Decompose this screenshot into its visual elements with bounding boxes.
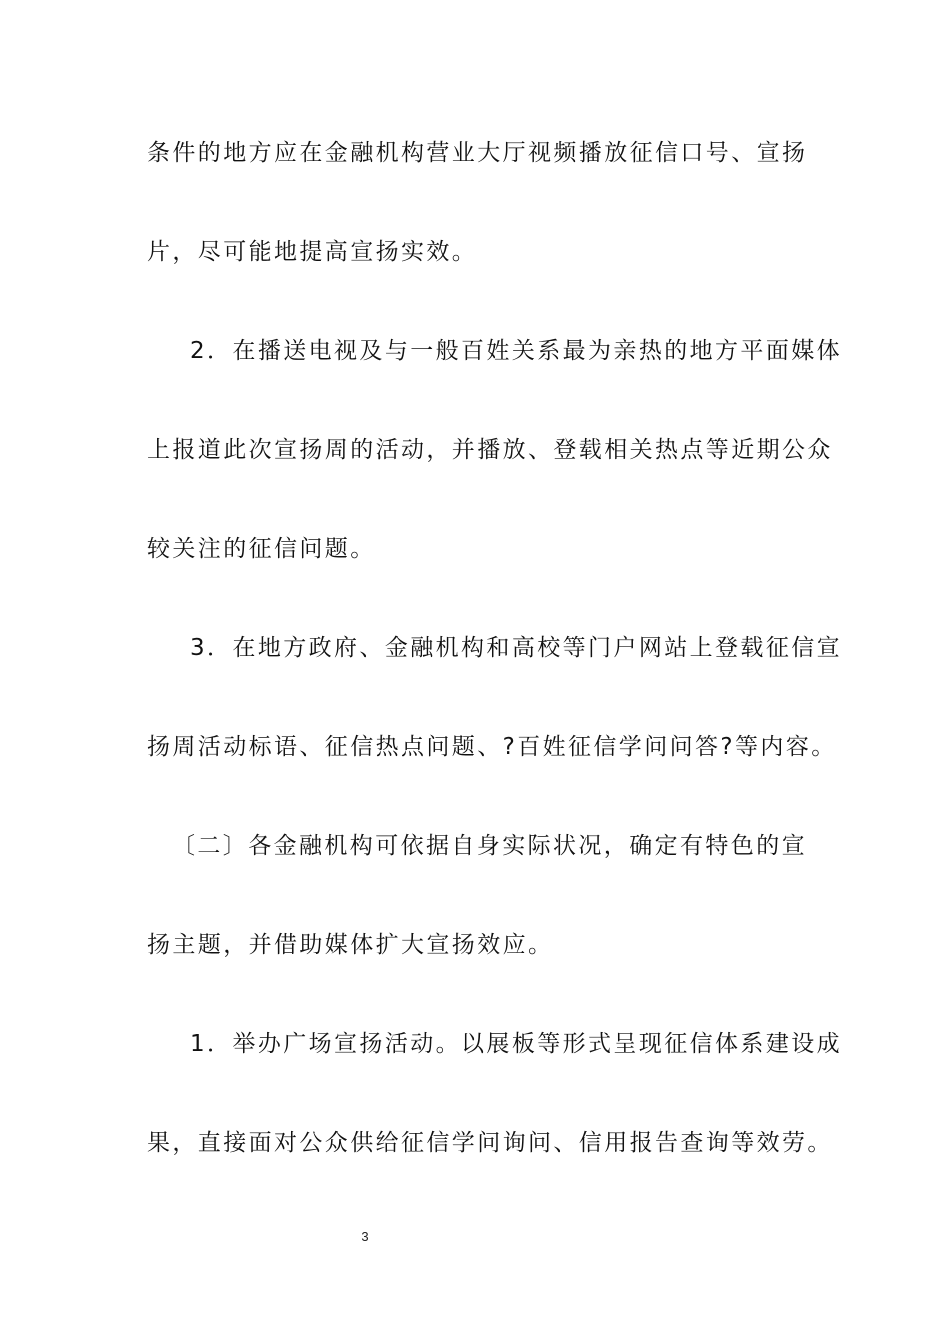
text-line: 2．在播送电视及与一般百姓关系最为亲热的地方平面媒体	[190, 338, 843, 364]
text-line: 1．举办广场宣扬活动。以展板等形式呈现征信体系建设成	[190, 1031, 843, 1057]
text-line: 上报道此次宣扬周的活动，并播放、登载相关热点等近期公众	[147, 437, 833, 463]
text-line: 片，尽可能地提高宣扬实效。	[147, 239, 478, 265]
text-line: 〔二〕各金融机构可依据自身实际状况，确定有特色的宣	[172, 833, 807, 859]
text-line: 扬主题，并借助媒体扩大宣扬效应。	[147, 932, 554, 958]
text-line: 较关注的征信问题。	[147, 536, 376, 562]
text-line: 3．在地方政府、金融机构和高校等门户网站上登载征信宣	[190, 635, 843, 661]
page-number: 3	[361, 1229, 369, 1244]
text-line: 扬周活动标语、征信热点问题、?百姓征信学问问答?等内容。	[147, 734, 837, 760]
text-line: 条件的地方应在金融机构营业大厅视频播放征信口号、宣扬	[147, 140, 808, 166]
text-line: 果，直接面对公众供给征信学问询问、信用报告查询等效劳。	[147, 1130, 833, 1156]
